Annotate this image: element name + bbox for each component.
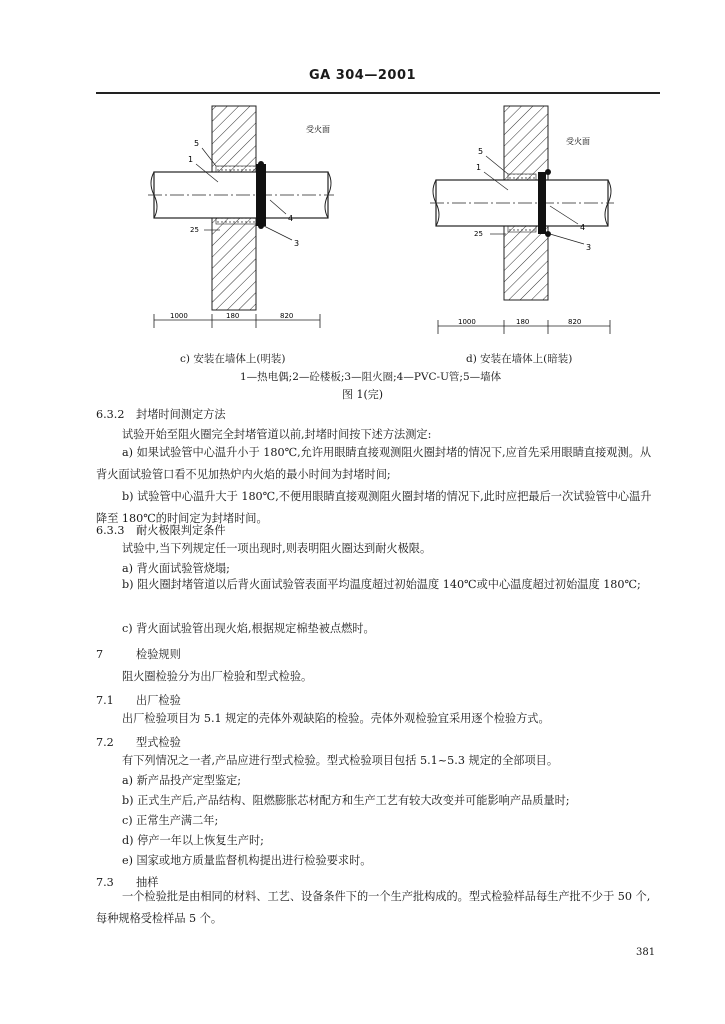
fill-bottom-c [216,218,256,224]
section-7-2-item-e: e) 国家或地方质量监督机构提出进行检验要求时。 [122,854,372,867]
caption-d: d) 安装在墙体上(暗装) [466,353,573,365]
section-number: 7 [96,648,104,661]
dim-180-d: 180 [516,318,530,326]
callout-3-d: 3 [586,243,592,252]
fill-bottom-d [508,226,536,232]
dim-180-c: 180 [226,312,240,320]
section-6-3-3-intro: 试验中,当下列规定任一项出现时,则表明阻火圈达到耐火极限。 [122,542,432,555]
anchor-top-d [545,169,551,175]
dim-820-c: 820 [280,312,294,320]
dim-1000-d: 1000 [458,318,476,326]
standard-code: GA 304—2001 [308,68,417,83]
callout-1-c: 1 [188,155,194,164]
section-7-1-body: 出厂检验项目为 5.1 规定的壳体外观缺陷的检验。壳体外观检验宜采用逐个检验方式。 [122,712,550,725]
section-7-2-item-b: b) 正式生产后,产品结构、阻燃膨胀芯材配方和生产工艺有较大改变并可能影响产品质量时; [122,794,570,807]
page-number: 381 [636,947,656,958]
callout-3-c: 3 [294,239,300,248]
section-7-1-heading [96,692,181,708]
leader-3-d [550,234,584,244]
diagram-c-surface-mounted [148,106,334,328]
section-6-3-3-heading [96,522,226,538]
section-number: 7.3 [96,876,114,889]
section-7-2-intro: 有下列情况之一者,产品应进行型式检验。型式检验项目包括 5.1~5.3 规定的全部项目。 [122,754,559,767]
fill-top-c [216,166,256,172]
dim-1000-c: 1000 [170,312,188,320]
dim25-label-c: 25 [190,226,199,234]
callout-4-c: 4 [288,214,294,223]
section-title: 封堵时间测定方法 [136,408,226,421]
section-title: 抽样 [136,876,159,889]
section-6-3-2-item-b: b) 试验管中心温升大于 180℃,不便用眼睛直接观测阻火圈封堵的情况下,此时应把最后一次试验管中心温升降至 180℃的时间定为封堵时间。 [96,490,652,525]
header-rule [96,92,660,94]
callout-5-d: 5 [478,147,484,156]
caption-c: c) 安装在墙体上(明装) [180,353,286,365]
section-6-3-2-heading [96,406,226,422]
installation-figure [120,100,660,380]
callout-1-d: 1 [476,163,482,172]
diagram-d-concealed [430,106,614,334]
section-7-2-item-a: a) 新产品投产定型鉴定; [122,774,242,787]
fire-collar-c [256,164,266,226]
fire-side-label-d: 受火面 [566,137,590,146]
fire-side-label-c: 受火面 [306,125,330,134]
section-title: 耐火极限判定条件 [136,524,226,537]
section-7-heading [96,646,181,662]
anchor-top-c [258,161,264,167]
section-6-3-2-item-a: a) 如果试验管中心温升小于 180℃,允许用眼睛直接观测阻火圈封堵的情况下,应首先采用眼睛直接观测。从背火面试验管口看不见加热炉内火焰的最小时间为封堵时间; [96,446,652,481]
section-7-3-body: 一个检验批是由相同的材料、工艺、设备条件下的一个生产批构成的。型式检验样品每生产批不少于 50 个,每种规格受检样品 5 个。 [96,890,651,925]
fill-top-d [508,174,536,180]
callout-4-d: 4 [580,223,586,232]
section-title: 型式检验 [136,736,181,749]
section-7-intro: 阻火圈检验分为出厂检验和型式检验。 [122,670,313,683]
section-7-2-item-c: c) 正常生产满二年; [122,814,219,827]
section-6-3-3-item-a: a) 背火面试验管烧塌; [122,562,230,575]
leader-3-c [264,226,292,240]
section-7-2-item-d: d) 停产一年以上恢复生产时; [122,834,264,847]
section-6-3-3-item-c: c) 背火面试验管出现火焰,根据规定棉垫被点燃时。 [122,622,375,635]
anchor-bottom-c [258,223,264,229]
section-7-2-heading [96,734,181,750]
dim-820-d: 820 [568,318,582,326]
section-number: 6.3.3 [96,524,125,537]
section-6-3-2-intro: 试验开始至阻火圈完全封堵管道以前,封堵时间按下述方法测定: [122,428,432,441]
callout-5-c: 5 [194,139,200,148]
fire-collar-d [538,172,546,234]
section-6-3-3-item-b: b) 阻火圈封堵管道以后背火面试验管表面平均温度超过初始温度 140℃或中心温度超过初始温度 180℃; [122,578,641,591]
section-number: 7.1 [96,694,114,707]
section-number: 6.3.2 [96,408,125,421]
section-number: 7.2 [96,736,114,749]
section-title: 检验规则 [136,648,181,661]
figure-legend: 1—热电偶;2—砼楼板;3—阻火圈;4—PVC-U管;5—墙体 [240,371,502,383]
section-title: 出厂检验 [136,694,181,707]
dim25-label-d: 25 [474,230,483,238]
figure-title: 图 1(完) [341,388,384,401]
